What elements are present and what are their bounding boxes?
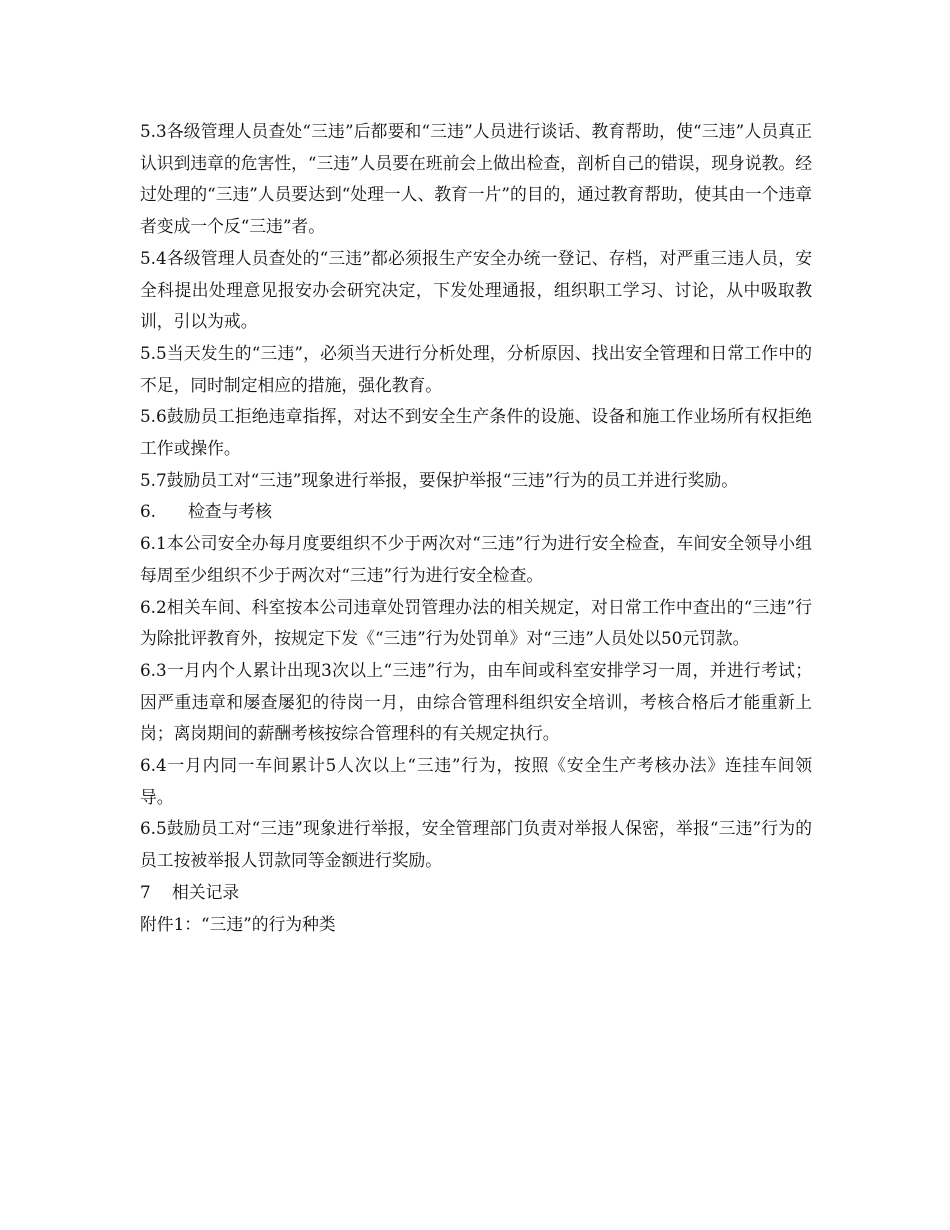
paragraph-6-3: 6.3一月内个人累计出现3次以上“三违”行为，由车间或科室安排学习一周，并进行考试；因严重违章和屡查屡犯的待岗一月，由综合管理科组织安全培训，考核合格后才能重新上岗；离岗期间的薪酬考核按综合管理科的有关规定执行。 bbox=[140, 659, 812, 744]
section-6-heading bbox=[140, 496, 812, 528]
document-page bbox=[140, 116, 812, 940]
paragraph-6-1: 6.1本公司安全办每月度要组织不少于两次对“三违”行为进行安全检查，车间安全领导小组每周至少组织不少于两次对“三违”行为进行安全检查。 bbox=[140, 533, 812, 585]
paragraph-5-7: 5.7鼓励员工对“三违”现象进行举报，要保护举报“三违”行为的员工并进行奖励。 bbox=[140, 469, 739, 490]
appendix-line: 附件1：“三违”的行为种类 bbox=[140, 913, 336, 934]
paragraph-6-5: 6.5鼓励员工对“三违”现象进行举报，安全管理部门负责对举报人保密，举报“三违”行为的员工按被举报人罚款同等金额进行奖励。 bbox=[140, 818, 812, 871]
section-7-title: 相关记录 bbox=[172, 881, 240, 902]
paragraph-6-4: 6.4一月内同一车间累计5人次以上“三违”行为，按照《安全生产考核办法》连挂车间领导。 bbox=[140, 755, 812, 807]
paragraph-5-5: 5.5当天发生的“三违”，必须当天进行分析处理，分析原因、找出安全管理和日常工作中的不足，同时制定相应的措施，强化教育。 bbox=[140, 342, 812, 395]
paragraph-5-3: 5.3各级管理人员查处“三违”后都要和“三违”人员进行谈话、教育帮助，使“三违”人员真正认识到违章的危害性，“三违”人员要在班前会上做出检查，剖析自己的错误，现身说教。经过处理的“三违”人员要达到“处理一人、教育一片”的目的，通过教育帮助，使其由一个违章者变成一个反“三违”者。 bbox=[140, 121, 813, 237]
paragraph-5-4: 5.4各级管理人员查处的“三违”都必须报生产安全办统一登记、存档，对严重三违人员，安全科提出处理意见报安办会研究决定，下发处理通报，组织职工学习、讨论，从中吸取教训，引以为戒。 bbox=[140, 247, 812, 332]
section-6-number: 6. bbox=[140, 501, 157, 522]
paragraph-5-6: 5.6鼓励员工拒绝违章指挥，对达不到安全生产条件的设施、设备和施工作业场所有权拒绝工作或操作。 bbox=[140, 406, 812, 459]
section-7-number: 7 bbox=[140, 881, 151, 902]
section-7-heading bbox=[140, 877, 812, 909]
paragraph-6-2: 6.2相关车间、科室按本公司违章处罚管理办法的相关规定，对日常工作中查出的“三违”行为除批评教育外，按规定下发《“三违”行为处罚单》对“三违”人员处以50元罚款。 bbox=[140, 596, 812, 649]
section-6-title: 检查与考核 bbox=[188, 501, 272, 522]
